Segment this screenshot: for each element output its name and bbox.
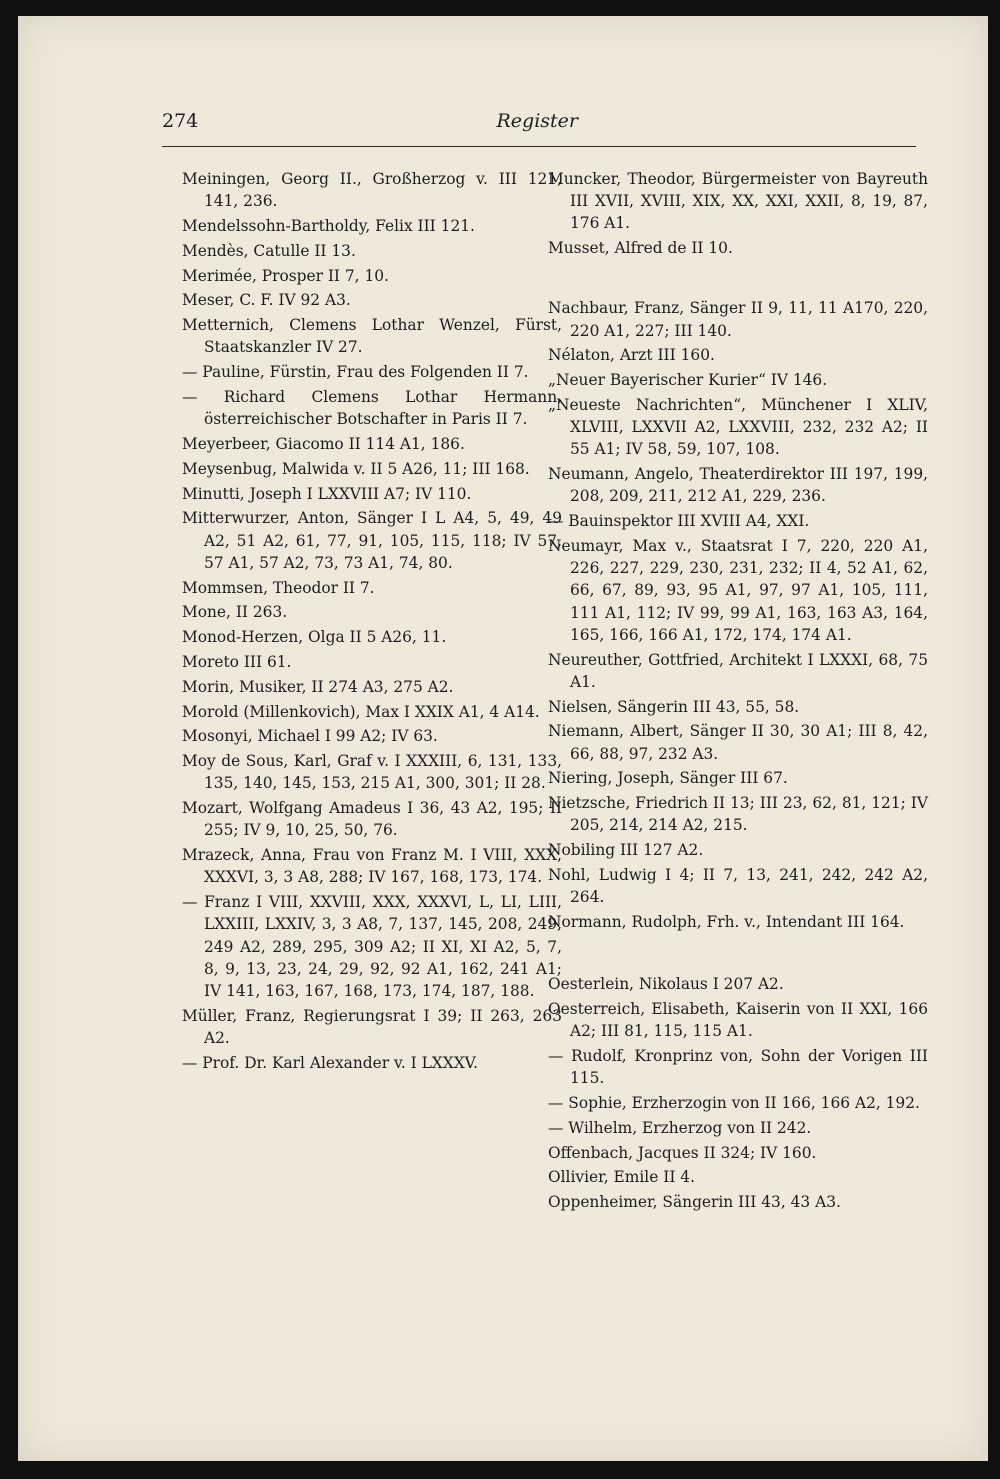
index-entry: Minutti, Joseph I LXXVIII A7; IV 110. (182, 484, 472, 503)
index-entry: Nohl, Ludwig I 4; II 7, 13, 241, 242, 242 A2, 264. (548, 866, 928, 907)
index-entry: Moy de Sous, Karl, Graf v. I XXXIII, 6, 131, 133, 135, 140, 145, 153, 215 A1, 300, 301; II 28. (182, 752, 562, 793)
index-entry: Neumayr, Max v., Staatsrat I 7, 220, 220 A1, 226, 227, 229, 230, 231, 232; II 4, 52 A1, 62, 66, 67, 89, 93, 95 A1, 97, 97 A1, 105, 111, 111 A1, 112; IV 99, 99 A1, 163, 163 A3, 164, 165, 166, 166 A1, 172, 174, 174 A1. (548, 537, 928, 644)
index-entry: — Franz I VIII, XXVIII, XXX, XXXVI, L, LI, LIII, LXXIII, LXXIV, 3, 3 A8, 7, 137, 145, 208, 249, 249 A2, 289, 295, 309 A2; II XI, XI A2, 5, 7, 8, 9, 13, 23, 24, 29, 92, 92 A1, 162, 241 A1; IV 141, 163, 167, 168, 173, 174, 187, 188. (182, 893, 562, 1000)
index-entry: Musset, Alfred de II 10. (548, 239, 733, 258)
index-entry: Nobiling III 127 A2. (548, 841, 704, 860)
index-entry: „Neueste Nachrichten“, Münchener I XLIV, XLVIII, LXXVII A2, LXXVIII, 232, 232 A2; II 55 A1; IV 58, 59, 107, 108. (548, 396, 928, 459)
index-entry: Oesterreich, Elisabeth, Kaiserin von II XXI, 166 A2; III 81, 115, 115 A1. (548, 1000, 928, 1041)
index-entry: Mone, II 263. (182, 603, 288, 622)
index-entry: Mendelssohn-Bartholdy, Felix III 121. (182, 217, 475, 235)
index-column-right (548, 168, 928, 1216)
index-entry: „Neuer Bayerischer Kurier“ IV 146. (548, 371, 828, 390)
index-entry: Mitterwurzer, Anton, Sänger I L A4, 5, 49, 49 A2, 51 A2, 61, 77, 91, 105, 115, 118; IV 57, 57 A1, 57 A2, 73, 73 A1, 74, 80. (182, 509, 562, 572)
index-entry: Neureuther, Gottfried, Architekt I LXXXI, 68, 75 A1. (548, 650, 928, 691)
index-group-o (548, 973, 928, 1213)
index-entry: — Rudolf, Kronprinz von, Sohn der Vorigen III 115. (548, 1047, 928, 1088)
index-entry: Meysenbug, Malwida v. II 5 A26, 11; III 168. (182, 459, 530, 478)
index-column-left (182, 168, 562, 1077)
index-entry: Müller, Franz, Regierungsrat I 39; II 263, 263 A2. (182, 1006, 562, 1047)
index-entry: Niering, Joseph, Sänger III 67. (548, 769, 788, 788)
index-entry: Mendès, Catulle II 13. (182, 241, 356, 260)
index-entry: Mosonyi, Michael I 99 A2; IV 63. (182, 727, 438, 746)
index-entry: Nélaton, Arzt III 160. (548, 346, 715, 365)
index-entry: Nietzsche, Friedrich II 13; III 23, 62, 81, 121; IV 205, 214, 214 A2, 215. (548, 794, 928, 835)
index-group-mu (548, 168, 928, 259)
index-entry: Meiningen, Georg II., Großherzog v. III 121, 141, 236. (182, 170, 562, 211)
index-entry: Morin, Musiker, II 274 A3, 275 A2. (182, 677, 454, 696)
index-entry: Mozart, Wolfgang Amadeus I 36, 43 A2, 195; II 255; IV 9, 10, 25, 50, 76. (182, 799, 562, 840)
index-entry: Offenbach, Jacques II 324; IV 160. (548, 1143, 817, 1162)
page-header (162, 106, 916, 147)
index-group-n (548, 297, 928, 933)
index-entry: — Richard Clemens Lothar Hermann, österreichischer Botschafter in Paris II 7. (182, 387, 562, 429)
index-entry: — Pauline, Fürstin, Frau des Folgenden II 7. (182, 363, 529, 382)
index-entry: Metternich, Clemens Lothar Wenzel, Fürst, Staatskanzler IV 27. (182, 316, 562, 357)
index-entry: Ollivier, Emile II 4. (548, 1168, 695, 1187)
index-entry: — Sophie, Erzherzogin von II 166, 166 A2, 192. (548, 1094, 920, 1112)
index-entry: Mommsen, Theodor II 7. (182, 578, 375, 597)
index-entry: Meyerbeer, Giacomo II 114 A1, 186. (182, 434, 465, 453)
index-entry: Oppenheimer, Sängerin III 43, 43 A3. (548, 1193, 841, 1212)
index-entry: Muncker, Theodor, Bürgermeister von Bayreuth III XVII, XVIII, XIX, XX, XXI, XXII, 8, 19, 87, 176 A1. (548, 170, 928, 233)
index-entry: Monod-Herzen, Olga II 5 A26, 11. (182, 628, 447, 647)
running-title: Register (496, 110, 578, 132)
index-entry: Normann, Rudolph, Frh. v., Intendant III 164. (548, 913, 905, 931)
page-number: 274 (162, 110, 199, 132)
index-entry: Neumann, Angelo, Theaterdirektor III 197, 199, 208, 209, 211, 212 A1, 229, 236. (548, 465, 928, 506)
index-entry: Meser, C. F. IV 92 A3. (182, 291, 351, 310)
index-entry: Merimée, Prosper II 7, 10. (182, 266, 389, 285)
index-entry: Mrazeck, Anna, Frau von Franz M. I VIII, XXX, XXXVI, 3, 3 A8, 288; IV 167, 168, 173, 174. (182, 846, 562, 887)
index-entry: — Prof. Dr. Karl Alexander v. I LXXXV. (182, 1053, 478, 1072)
index-entry: Oesterlein, Nikolaus I 207 A2. (548, 975, 784, 994)
index-entry: Morold (Millenkovich), Max I XXIX A1, 4 A14. (182, 702, 540, 721)
index-entry: Nachbaur, Franz, Sänger II 9, 11, 11 A170, 220, 220 A1, 227; III 140. (548, 299, 928, 340)
index-entry: Niemann, Albert, Sänger II 30, 30 A1; III 8, 42, 66, 88, 97, 232 A3. (548, 722, 928, 763)
index-entry: — Wilhelm, Erzherzog von II 242. (548, 1118, 812, 1137)
index-entry: Moreto III 61. (182, 652, 292, 671)
index-entry: Nielsen, Sängerin III 43, 55, 58. (548, 697, 800, 716)
index-entry: — Bauinspektor III XVIII A4, XXI. (548, 512, 810, 531)
